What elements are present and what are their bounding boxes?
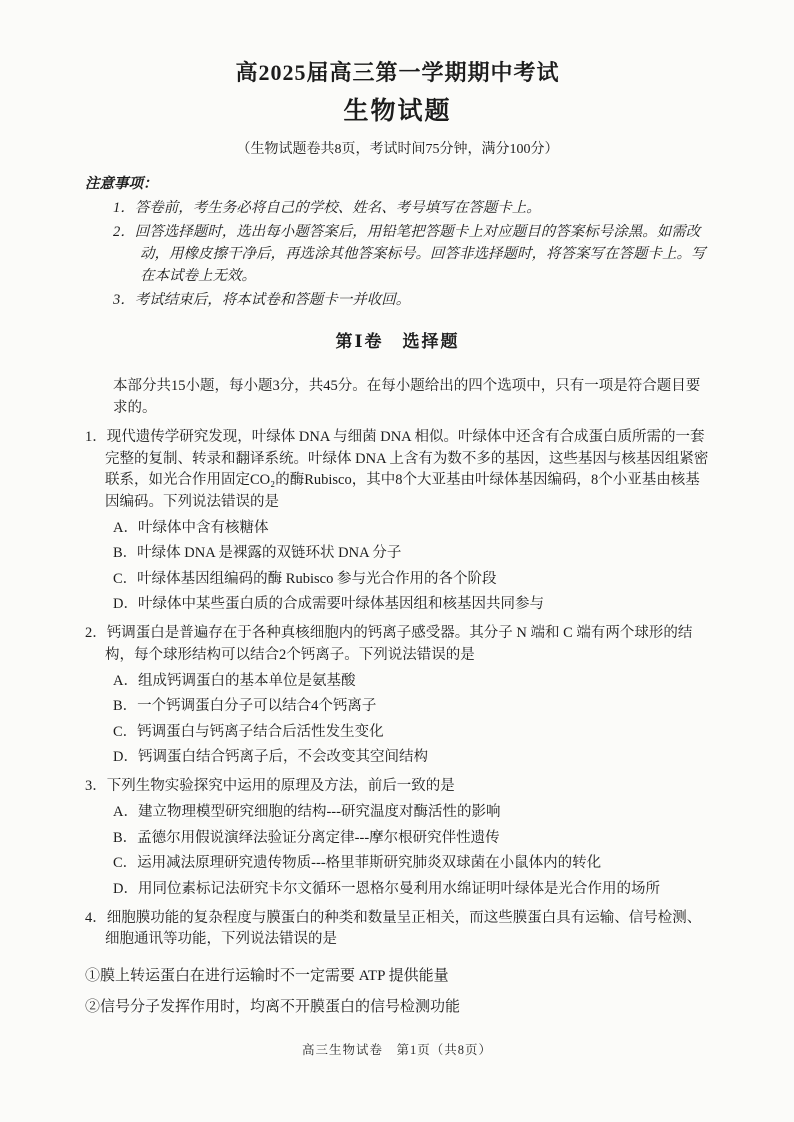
note-item: 3．考试结束后，将本试卷和答题卡一并收回。 <box>113 292 411 308</box>
supplement-line: ②信号分子发挥作用时，均离不开膜蛋白的信号检测功能 <box>85 998 461 1015</box>
options-list <box>85 518 710 616</box>
question <box>85 623 710 768</box>
notes-list <box>85 197 710 311</box>
question <box>85 908 710 951</box>
option-item: C．运用减法原理研究遗传物质---格里菲斯研究肺炎双球菌在小鼠体内的转化 <box>113 855 602 871</box>
question-stem: 1．现代遗传学研究发现，叶绿体 DNA 与细菌 DNA 相似。叶绿体中还含有合成蛋白质所需的一套完整的复制、转录和翻译系统。叶绿体 DNA 上含有为数不多的基因，这些基因与核基因组紧密联系，如光合作用固定CO₂的酶Rubisco，其中8个大亚基由叶绿体基因编码，8个小亚基由核基因编码。下列说法错误的是 <box>85 429 709 510</box>
option-item: B．叶绿体 DNA 是裸露的双链环状 DNA 分子 <box>113 545 402 561</box>
exam-title: 高2025届高三第一学期期中考试 <box>235 60 560 85</box>
note-item: 2．回答选择题时，选出每小题答案后，用铅笔把答题卡上对应题目的答案标号涂黑。如需改动，用橡皮擦干净后，再选涂其他答案标号。回答非选择题时，将答案写在答题卡上。写在本试卷上无效。 <box>113 224 706 284</box>
option-item: B．孟德尔用假说演绎法验证分离定律---摩尔根研究伴性遗传 <box>113 829 500 846</box>
supplement-line: ①膜上转运蛋白在进行运输时不一定需要 ATP 提供能量 <box>85 967 449 984</box>
option-item: D．钙调蛋白结合钙离子后，不会改变其空间结构 <box>113 749 428 765</box>
section-intro: 本部分共15小题，每小题3分，共45分。在每小题给出的四个选项中，只有一项是符合题目要求的。 <box>113 378 701 416</box>
option-item: D．用同位素标记法研究卡尔文循环一恩格尔曼利用水绵证明叶绿体是光合作用的场所 <box>113 880 660 897</box>
options-list <box>85 671 710 769</box>
option-item: B．一个钙调蛋白分子可以结合4个钙离子 <box>113 698 377 714</box>
option-item: C．叶绿体基因组编码的酶 Rubisco 参与光合作用的各个阶段 <box>113 570 497 587</box>
exam-meta: （生物试题卷共8页，考试时间75分钟，满分100分） <box>236 142 559 157</box>
question-stem: 3．下列生物实验探究中运用的原理及方法，前后一致的是 <box>85 778 455 794</box>
option-item: C．钙调蛋白与钙离子结合后活性发生变化 <box>113 723 384 740</box>
options-list <box>85 802 710 900</box>
question-stem: 4．细胞膜功能的复杂程度与膜蛋白的种类和数量呈正相关，而这些膜蛋白具有运输、信号检测、细胞通讯等功能，下列说法错误的是 <box>85 909 702 947</box>
supplement-block <box>85 965 710 1018</box>
exam-subtitle: 生物试题 <box>343 98 452 125</box>
question-stem: 2．钙调蛋白是普遍存在于各种真核细胞内的钙离子感受器。其分子 N 端和 C 端有两个球形的结构，每个球形结构可以结合2个钙离子。下列说法错误的是 <box>85 625 693 663</box>
question <box>85 776 710 900</box>
question <box>85 427 710 615</box>
notes-heading: 注意事项： <box>85 176 158 192</box>
note-item: 1．答卷前，考生务必将自己的学校、姓名、考号填写在答题卡上。 <box>113 200 541 216</box>
option-item: A．建立物理模型研究细胞的结构---研究温度对酶活性的影响 <box>113 804 501 820</box>
section-heading: 第Ⅰ卷 选择题 <box>335 332 460 351</box>
option-item: A．叶绿体中含有核糖体 <box>113 519 269 536</box>
option-item: D．叶绿体中某些蛋白质的合成需要叶绿体基因组和核基因共同参与 <box>113 596 544 612</box>
option-item: A．组成钙调蛋白的基本单位是氨基酸 <box>113 672 356 689</box>
page-footer: 高三生物试卷 第1页（共8页） <box>301 1043 492 1057</box>
